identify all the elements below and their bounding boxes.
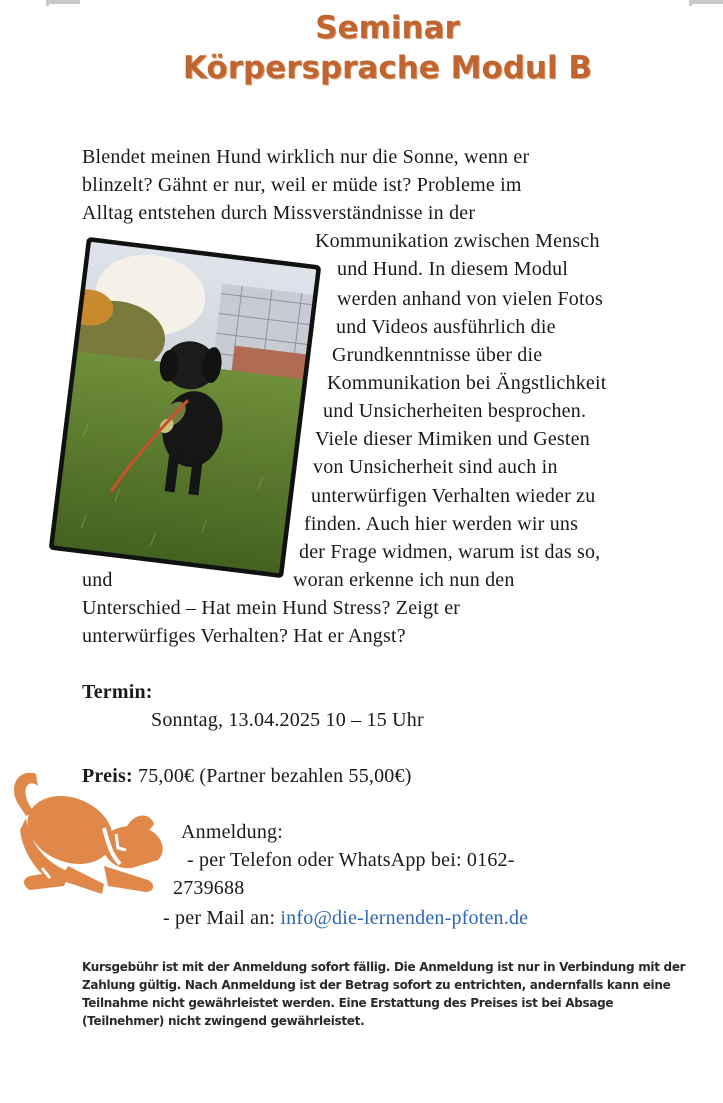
body-line: Kommunikation bei Ängstlichkeit	[327, 372, 607, 394]
body-line: Unterschied – Hat mein Hund Stress? Zeigt er	[82, 597, 461, 619]
body-line: Viele dieser Mimiken und Gesten	[315, 428, 590, 450]
preis-value: 75,00€ (Partner bezahlen 55,00€)	[138, 765, 412, 787]
corner-mark-left	[46, 0, 80, 4]
body-line: finden. Auch hier werden wir uns	[304, 513, 579, 535]
page-title	[0, 8, 723, 88]
body-line: unterwürfiges Verhalten? Hat er Angst?	[82, 625, 406, 647]
title-line-2: Körpersprache Modul B	[182, 50, 593, 86]
body-line: und Unsicherheiten besprochen.	[323, 400, 587, 422]
body-line: woran erkenne ich nun den	[293, 569, 515, 591]
body-line: Alltag entstehen durch Missverständnisse in der	[82, 202, 476, 224]
termin-label: Termin:	[82, 681, 153, 703]
body-line: der Frage widmen, warum ist das so,	[299, 541, 601, 563]
puppy-photo	[49, 237, 322, 578]
title-line-1: Seminar	[315, 10, 460, 46]
body-line: werden anhand von vielen Fotos	[337, 288, 603, 310]
body-line: und	[82, 569, 113, 591]
body-line: und Hund. In diesem Modul	[337, 258, 569, 280]
body-line: von Unsicherheit sind auch in	[313, 456, 558, 478]
mail-prefix: - per Mail an:	[163, 907, 276, 929]
termin-value: Sonntag, 13.04.2025 10 – 15 Uhr	[151, 709, 424, 731]
body-line: blinzelt? Gähnt er nur, weil er müde ist? Probleme im	[82, 174, 522, 196]
email-link[interactable]: info@die-lernenden-pfoten.de	[280, 907, 529, 929]
body-line: Blendet meinen Hund wirklich nur die Sonne, wenn er	[82, 146, 530, 168]
anmeldung-label: Anmeldung:	[181, 821, 283, 843]
anmeldung-phone-line-2: 2739688	[173, 877, 245, 899]
body-line: und Videos ausführlich die	[336, 316, 556, 338]
anmeldung-mail-row	[163, 904, 528, 932]
body-line: Grundkenntnisse über die	[332, 344, 543, 366]
terms-footnote: Kursgebühr ist mit der Anmeldung sofort fällig. Die Anmeldung ist nur in Verbindung mit der Zahlung gültig. Nach Anmeldung ist der Betrag sofort zu entrichten, andernfalls kann eine Teilnahme nicht gewährleistet werden. Eine Erstattung des Preises ist bei Absage (Teilnehmer) nicht zwingend gewährleistet.	[82, 960, 686, 1028]
body-line: Kommunikation zwischen Mensch	[315, 230, 600, 252]
puppy-icon	[8, 768, 168, 904]
anmeldung-phone-line-1: - per Telefon oder WhatsApp bei: 0162-	[187, 849, 515, 871]
body-line: unterwürfigen Verhalten wieder zu	[311, 485, 596, 507]
corner-mark-right	[689, 0, 723, 4]
preis-label: Preis:	[82, 765, 133, 787]
